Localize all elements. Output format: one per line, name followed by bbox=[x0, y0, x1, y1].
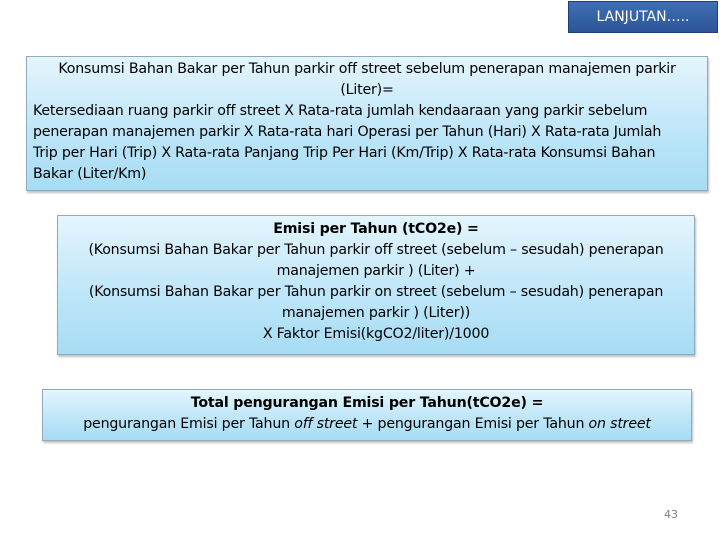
annual-emission-line4: manajemen parkir ) (Liter)) bbox=[281, 305, 471, 321]
annual-emission-line3: (Konsumsi Bahan Bakar per Tahun parkir on street (sebelum – sesudah) penerapan bbox=[88, 284, 664, 300]
annual-emission-line1: (Konsumsi Bahan Bakar per Tahun parkir off street (sebelum – sesudah) penerapan bbox=[88, 242, 664, 258]
total-reduction-on-street: on street bbox=[588, 416, 651, 432]
fuel-consumption-title-line2: (Liter)= bbox=[340, 82, 394, 98]
continuation-label-text: LANJUTAN….. bbox=[596, 9, 690, 25]
total-reduction-part3: + pengurangan Emisi per Tahun bbox=[357, 416, 589, 432]
total-reduction-off-street: off street bbox=[294, 416, 358, 432]
annual-emission-formula-box bbox=[57, 215, 695, 355]
total-reduction-part1: pengurangan Emisi per Tahun bbox=[83, 416, 295, 432]
fuel-consumption-title-line1: Konsumsi Bahan Bakar per Tahun parkir off street sebelum penerapan manajemen parkir bbox=[58, 61, 676, 77]
fuel-consumption-formula-box bbox=[26, 56, 708, 191]
annual-emission-line5: X Faktor Emisi(kgCO2/liter)/1000 bbox=[262, 326, 490, 342]
fuel-consumption-body-line4: Bakar (Liter/Km) bbox=[33, 166, 147, 182]
annual-emission-title: Emisi per Tahun (tCO2e) = bbox=[273, 221, 479, 237]
fuel-consumption-body-line1: Ketersediaan ruang parkir off street X Rata-rata jumlah kendaaraan yang parkir sebelum bbox=[33, 103, 648, 119]
total-reduction-title: Total pengurangan Emisi per Tahun(tCO2e) = bbox=[190, 395, 544, 411]
continuation-label bbox=[568, 1, 718, 33]
page-number: 43 bbox=[664, 508, 678, 521]
fuel-consumption-body-line2: penerapan manajemen parkir X Rata-rata hari Operasi per Tahun (Hari) X Rata-rata Jumlah bbox=[33, 124, 662, 140]
total-reduction-formula bbox=[47, 414, 687, 435]
fuel-consumption-body-line3: Trip per Hari (Trip) X Rata-rata Panjang Trip Per Hari (Km/Trip) X Rata-rata Konsumsi Bahan bbox=[33, 145, 656, 161]
annual-emission-line2: manajemen parkir ) (Liter) + bbox=[276, 263, 476, 279]
total-emission-reduction-box bbox=[42, 389, 692, 441]
